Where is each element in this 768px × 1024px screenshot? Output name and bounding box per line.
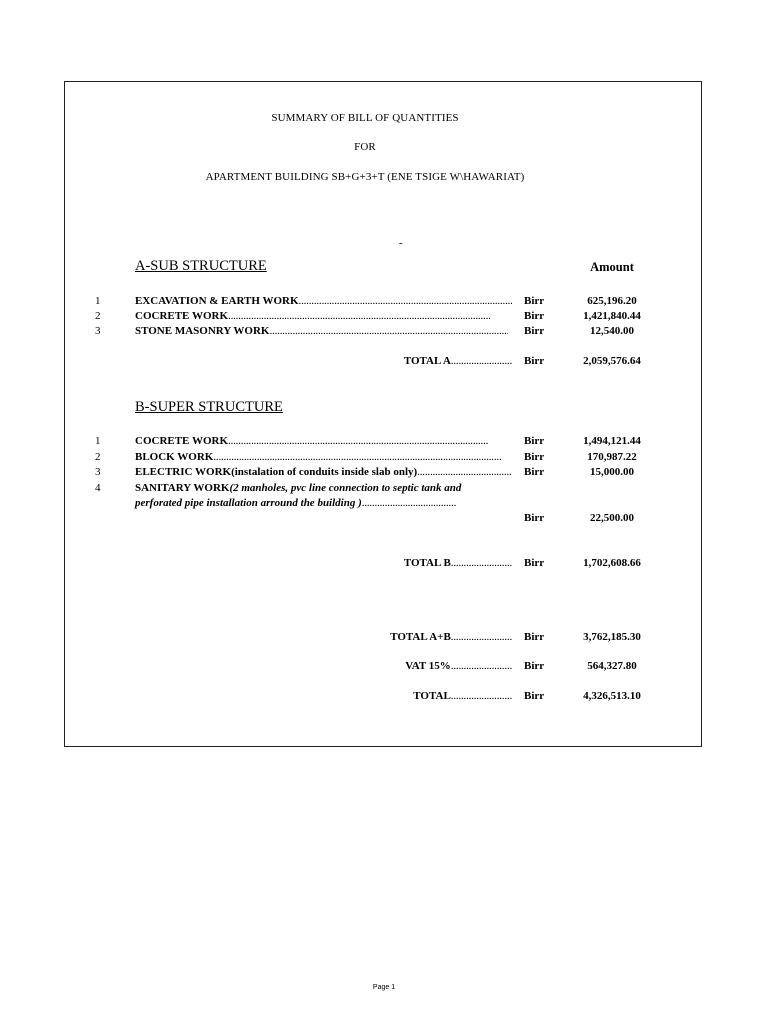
total-amount: 2,059,576.64	[583, 355, 641, 367]
item-number: 1	[95, 435, 101, 447]
item-description	[135, 481, 461, 496]
section-title-super-structure: B-SUPER STRUCTURE	[135, 399, 283, 415]
item-amount: 1,421,840.44	[583, 310, 641, 322]
item-number: 2	[95, 310, 101, 322]
item-description-text: EXCAVATION & EARTH WORK	[135, 295, 299, 307]
leader-dots: ........................	[450, 631, 512, 643]
leader-dots	[417, 465, 512, 480]
leader-dots: ........................	[450, 557, 512, 569]
item-amount: 170,987.22	[587, 451, 637, 463]
item-amount: 1,494,121.44	[583, 435, 641, 447]
item-description	[135, 309, 490, 324]
item-number: 4	[95, 482, 101, 494]
leader-dots	[299, 294, 512, 309]
item-number: 2	[95, 451, 101, 463]
item-number: 3	[95, 466, 101, 478]
item-amount: 12,540.00	[590, 325, 634, 337]
document-for-label: FOR	[354, 141, 376, 153]
leader-dots	[213, 450, 502, 465]
item-description-text: STONE MASONRY WORK	[135, 325, 270, 337]
item-description-note-text: perforated pipe installation arround the building )	[135, 497, 362, 509]
leader-dots: .....................................	[361, 497, 457, 509]
item-currency: Birr	[524, 512, 545, 524]
summary-label	[134, 659, 512, 674]
summary-label-text: TOTAL A+B	[390, 631, 451, 643]
page-number: Page 1	[372, 984, 396, 991]
item-description-text: ELECTRIC WORK(instalation of conduits inside slab only)	[135, 466, 418, 478]
item-description	[135, 465, 512, 480]
item-description	[135, 294, 512, 309]
item-number: 1	[95, 295, 101, 307]
summary-currency: Birr	[524, 690, 545, 702]
item-currency: Birr	[524, 325, 545, 337]
project-name: APARTMENT BUILDING SB+G+3+T (ENE TSIGE W\HAWARIAT)	[205, 171, 525, 183]
item-currency: Birr	[524, 310, 545, 322]
leader-dots	[228, 434, 488, 449]
leader-dots	[228, 309, 490, 324]
item-description	[135, 324, 508, 339]
amount-column-heading: Amount	[590, 260, 634, 274]
separator-dash: -	[399, 237, 403, 249]
item-description-text: COCRETE WORK	[135, 435, 229, 447]
section-title-sub-structure: A-SUB STRUCTURE	[135, 258, 267, 274]
item-description-note: (2 manholes, pvc line connection to septic tank and	[229, 482, 462, 494]
summary-amount: 4,326,513.10	[583, 690, 641, 702]
summary-label-text: TOTAL	[413, 690, 451, 702]
summary-label-text: VAT 15%	[405, 660, 451, 672]
summary-label	[134, 630, 512, 645]
total-label	[134, 556, 512, 571]
document-title: SUMMARY OF BILL OF QUANTITIES	[271, 112, 459, 124]
item-amount: 22,500.00	[590, 512, 634, 524]
item-description-note-continued	[135, 496, 456, 511]
item-currency: Birr	[524, 466, 545, 478]
item-description	[135, 434, 488, 449]
item-description-text: SANITARY WORK	[135, 482, 230, 494]
item-description-text: COCRETE WORK	[135, 310, 229, 322]
summary-amount: 3,762,185.30	[583, 631, 641, 643]
total-currency: Birr	[524, 355, 545, 367]
item-amount: 15,000.00	[590, 466, 634, 478]
summary-label	[134, 689, 512, 704]
total-currency: Birr	[524, 557, 545, 569]
summary-currency: Birr	[524, 631, 545, 643]
item-description-text: BLOCK WORK	[135, 451, 214, 463]
leader-dots: ........................	[450, 690, 512, 702]
item-currency: Birr	[524, 295, 545, 307]
total-label	[134, 354, 512, 369]
summary-currency: Birr	[524, 660, 545, 672]
leader-dots: ........................	[450, 355, 512, 367]
item-number: 3	[95, 325, 101, 337]
total-label-text: TOTAL B	[403, 557, 451, 569]
item-description	[135, 450, 502, 465]
summary-amount: 564,327.80	[587, 660, 637, 672]
item-amount: 625,196.20	[587, 295, 637, 307]
item-currency: Birr	[524, 435, 545, 447]
total-label-text: TOTAL A	[403, 355, 451, 367]
item-currency: Birr	[524, 451, 545, 463]
total-amount: 1,702,608.66	[583, 557, 641, 569]
leader-dots	[270, 324, 509, 339]
leader-dots: ........................	[450, 660, 512, 672]
